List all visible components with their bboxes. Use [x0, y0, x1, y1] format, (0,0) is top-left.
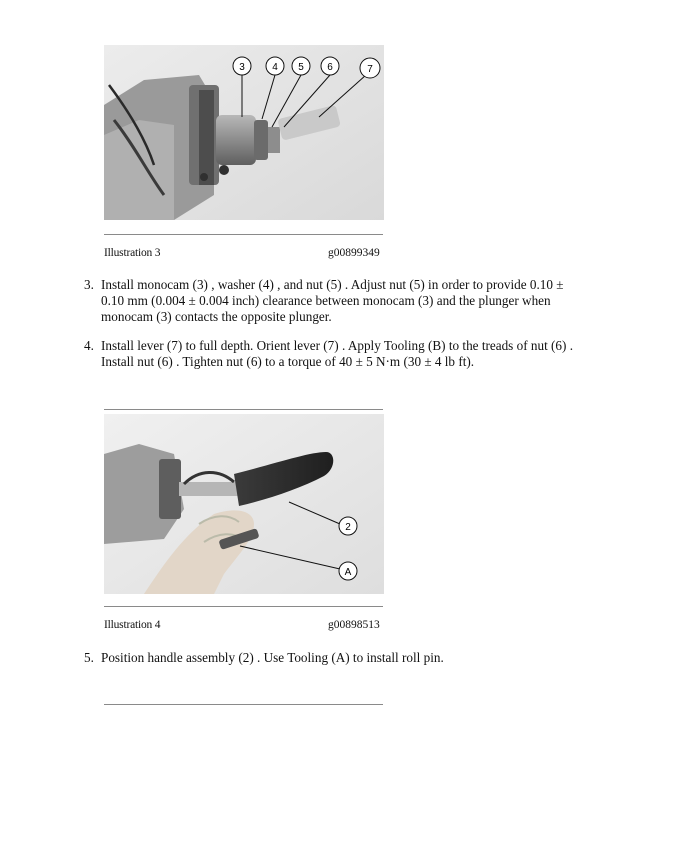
callout-3-label: 3: [239, 62, 245, 73]
callout-a-label: A: [344, 567, 352, 578]
next-illustration-rule: [104, 704, 383, 705]
step-4-line-1: Install lever (7) to full depth. Orient lever (7) . Apply Tooling (B) to the treads of nut (6) .: [101, 338, 574, 353]
callout-4-label: 4: [272, 62, 278, 73]
step-3-line-1: Install monocam (3) , washer (4) , and nut (5) . Adjust nut (5) in order to provide 0.10 ±: [101, 277, 564, 292]
callout-6-label: 6: [327, 62, 333, 73]
step-3-text: [101, 277, 601, 325]
illustration-3-code: g00899349: [328, 247, 380, 259]
illustration-4-rule: [104, 606, 383, 607]
illustration-4-photo: [104, 414, 384, 594]
step-4-number: 4.: [84, 338, 94, 353]
callout-2-label: 2: [345, 522, 351, 533]
illustration-3-label: Illustration 3: [104, 247, 161, 259]
illustration-4-top-rule: [104, 409, 383, 410]
step-4-text: [101, 338, 611, 370]
illustration-4-code: g00898513: [328, 619, 380, 631]
step-5-number: 5.: [84, 650, 94, 665]
step-3-line-3: monocam (3) contacts the opposite plunger.: [101, 309, 332, 324]
callout-5-label: 5: [298, 62, 304, 73]
step-3-number: 3.: [84, 277, 94, 292]
step-5-line-1: Position handle assembly (2) . Use Tooling (A) to install roll pin.: [101, 650, 444, 665]
illustration-4-label: Illustration 4: [104, 619, 161, 631]
step-3-line-2: 0.10 mm (0.004 ± 0.004 inch) clearance between monocam (3) and the plunger when: [101, 293, 551, 308]
illustration-3-rule: [104, 234, 383, 235]
step-5-text: [101, 650, 601, 666]
callout-7-label: 7: [367, 64, 373, 75]
illustration-3-photo: [104, 45, 384, 220]
step-4-line-2: Install nut (6) . Tighten nut (6) to a torque of 40 ± 5 N·m (30 ± 4 lb ft).: [101, 354, 475, 369]
